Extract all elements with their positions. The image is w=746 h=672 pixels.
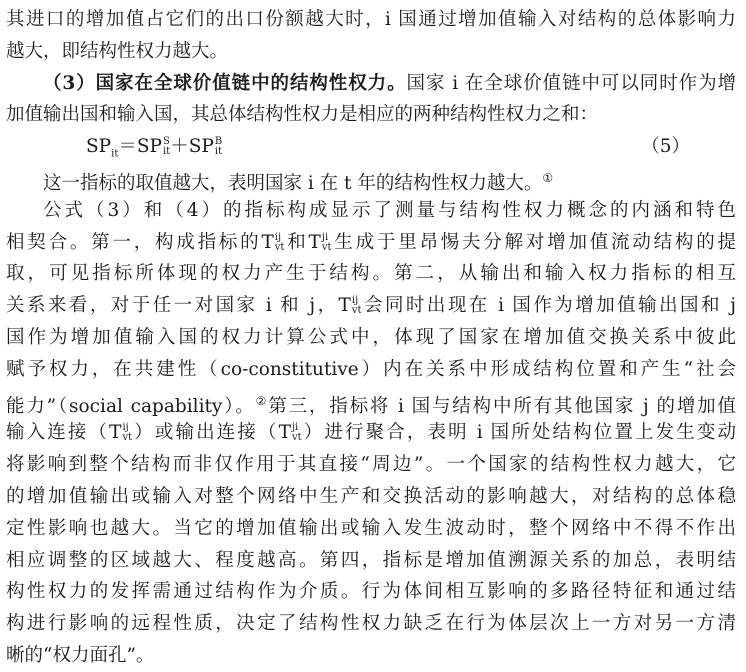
symbol-t-ji-vt-scripts <box>322 233 332 253</box>
text-line-8 <box>6 227 736 259</box>
text-line-7: 公式（3）和（4）的指标构成显示了测量与结构性权力概念的内涵和特色 <box>43 199 736 221</box>
text-line-13-content: 能力”（social capability）。 <box>6 395 256 417</box>
formula-5 <box>6 131 736 163</box>
symbol-sub-vt: vt <box>291 432 302 444</box>
symbol-sub-vt: vt <box>351 305 362 317</box>
formula-term-2: SP <box>188 136 214 158</box>
formula-term-2-sup: B <box>214 136 223 148</box>
formula-term-2-scripts <box>215 137 222 157</box>
symbol-sup-ij: ij <box>274 231 282 243</box>
text-line-14-mid: ）或输出连接（ <box>132 422 279 444</box>
formula-lhs-sub: it <box>111 148 119 160</box>
symbol-t-ij-vt: T <box>261 231 274 253</box>
text-line-14-rest: ）进行聚合，表明 i 国所处结构位置上发生变动 <box>301 422 736 444</box>
symbol-sub-vt: vt <box>321 241 332 253</box>
section-3-heading: （3）国家在全球价值链中的结构性权力。 <box>43 72 407 94</box>
symbol-t-ji-vt: T <box>308 231 321 253</box>
footnote-2-marker[interactable]: ② <box>255 393 269 408</box>
symbol-sup-ji: ji <box>291 422 299 434</box>
text-line-13-rest: 第三，指标将 i 国与结构中所有其他国家 j 的增加值 <box>268 395 736 417</box>
symbol-t-ij-vt-scripts <box>275 233 285 253</box>
text-line-12: 赋予权力，在共建性（co-constitutive）内在关系中形成结构位置和产生“社会 <box>6 358 736 380</box>
formula-eq: ＝ <box>118 136 137 158</box>
symbol-sup-ij: ij <box>351 295 359 307</box>
text-line-14 <box>6 417 736 449</box>
text-line-18: 相应调整的区域越大、程度越高。第四，指标是增加值溯源关系的加总，表明结 <box>6 549 736 571</box>
symbol-sub-vt: vt <box>122 432 133 444</box>
formula-term-1-sub: it <box>162 146 171 158</box>
text-line-2: 越大，即结构性权力越大。 <box>6 40 229 62</box>
text-line-8-rest: 生成于里昂惕夫分解对增加值流动结构的提 <box>331 231 736 253</box>
formula-term-1-sup: S <box>162 136 170 148</box>
section-3-line <box>6 68 736 100</box>
formula-number: （5） <box>641 136 690 158</box>
formula-term-1: SP <box>136 136 162 158</box>
text-line-1: 其进口的增加值占它们的出口份额越大时，i 国通过增加值输入对结构的总体影响力 <box>6 9 736 30</box>
text-line-10-content: 关系来看，对于任一对国家 i 和 j， <box>6 295 339 317</box>
text-line-11: 国作为增加值输入国的权力计算公式中，体现了国家在增加值交换关系中彼此 <box>6 326 736 348</box>
text-and: 和 <box>284 231 309 253</box>
text-line-14-content: 输入连接（ <box>6 422 110 444</box>
text-line-17: 定性影响也越大。当它的增加值输出或输入发生波动时，整个网络中不得不作出 <box>6 517 736 539</box>
symbol-t-ji-vt: T <box>278 422 291 444</box>
text-line-16: 的增加值输出或输入对整个网络中生产和交换活动的影响越大，对结构的总体稳 <box>6 485 736 507</box>
symbol-t-ij-vt: T <box>109 422 122 444</box>
symbol-t-ij-vt-scripts <box>122 423 132 443</box>
text-line-19: 构性权力的发挥需通过结构作为介质。行为体间相互影响的多路径特征和通过结 <box>6 581 736 603</box>
text-line-6-content: 这一指标的取值越大，表明国家 i 在 t 年的结构性权力越大。 <box>43 173 543 195</box>
text-line-4: 加值输出国和输入国，其总体结构性权力是相应的两种结构性权力之和： <box>6 104 599 126</box>
formula-plus: ＋ <box>170 136 189 158</box>
symbol-sup-ij: ij <box>122 422 129 434</box>
symbol-sup-ji: ji <box>321 231 329 243</box>
footnote-1-marker[interactable]: ① <box>542 170 554 185</box>
text-line-15: 将影响到整个结构而非仅作用于其直接“周边”。一个国家的结构性权力越大，它 <box>6 454 736 476</box>
formula-term-2-sub: it <box>214 146 223 158</box>
symbol-t-ij-vt: T <box>338 295 351 317</box>
symbol-t-ij-vt-scripts <box>352 296 362 316</box>
text-line-6 <box>6 163 736 195</box>
text-line-9: 取，可见指标所体现的权力产生于结构。第二，从输出和输入权力指标的相互 <box>6 263 736 285</box>
text-line-13 <box>6 386 736 418</box>
text-line-8-content: 相契合。第一，构成指标的 <box>6 231 262 253</box>
text-line-21: 晰的“权力面孔”。 <box>6 644 155 666</box>
formula-lhs: SP <box>86 136 112 158</box>
text-line-10 <box>6 290 736 322</box>
symbol-sub-vt: vt <box>274 241 285 253</box>
text-line-10-rest: 会同时出现在 i 国作为增加值输出国和 j <box>361 295 736 317</box>
symbol-t-ji-vt-scripts <box>292 423 302 443</box>
text-line-20: 构进行影响的远程性质，决定了结构性权力缺乏在行为体层次上一方对另一方清 <box>6 613 736 635</box>
section-3-text: 国家 i 在全球价值链中可以同时作为增 <box>406 72 736 94</box>
